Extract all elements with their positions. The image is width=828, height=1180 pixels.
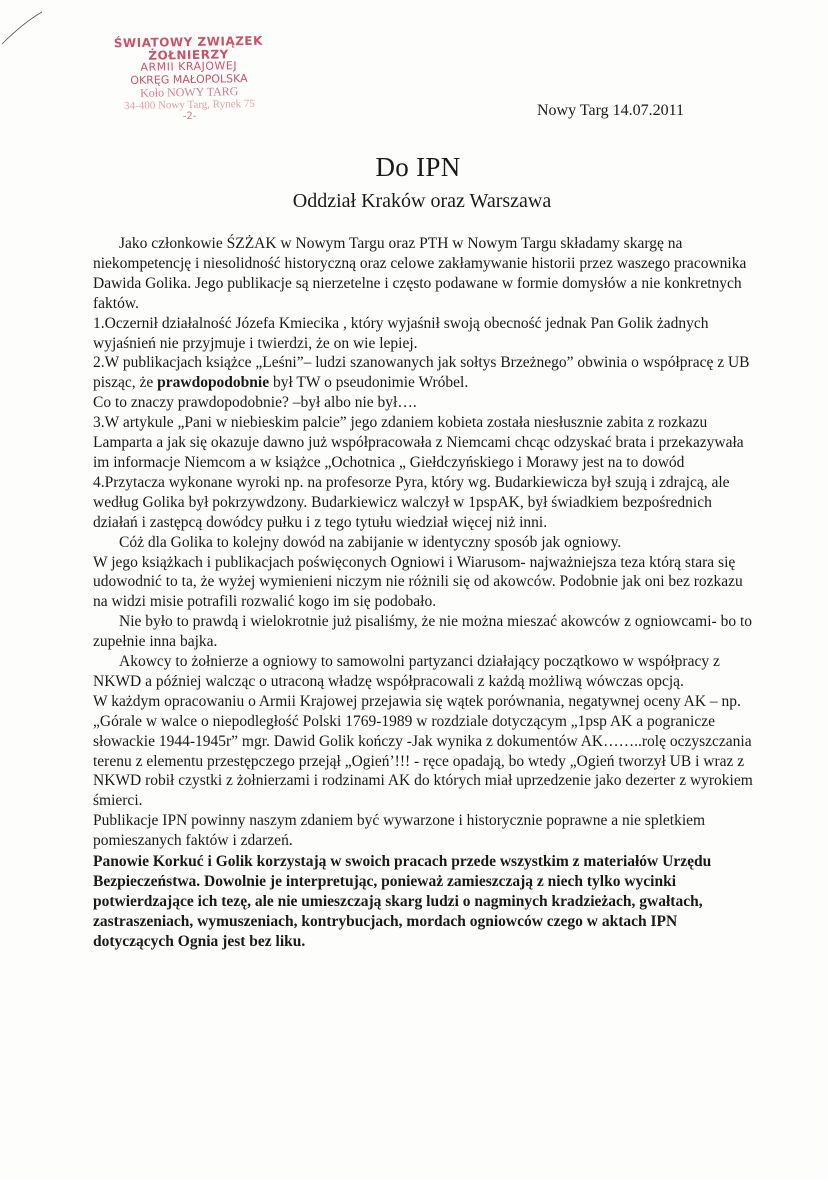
organization-stamp <box>83 34 294 125</box>
paragraph-point-4: 4.Przytacza wykonane wyroki np. na profesorze Pyra, który wg. Budarkiewicza był szują i zdrajcą, ale według Golika był pokrzywdzony. Budarkiewicz walczył w 1pspAK, był świadkiem bezpośrednich działań i zastępcą dowódcy pułku i z tego tytułu wiedział więcej niż inni. <box>93 473 730 531</box>
stamp-line-1: ŚWIATOWY ZWIĄZEK ŻOŁNIERZY <box>113 33 263 63</box>
letter-body <box>93 234 753 952</box>
paragraph-analysis: W każdym opracowaniu o Armii Krajowej przejawia się wątek porównania, negatywnej oceny AK – np. „Górale w walce o niepodległość Polski 1769-1989 w rozdziale dotyczącym „1psp AK a pogranicze słowackie 1944-1945r” mgr. Dawid Golik kończy -Jak wynika z dokumentów AK……..rolę oczyszczania terenu z elementu przestępczego przejął „Ogień’!!! - ręce opadają, bo wtedy „Ogień tworzył UB i wraz z NKWD robił czystki z żołnierzami i rodzinami AK do których miał uprzedzenie jako dezerter z wyrokiem śmierci. <box>93 692 753 810</box>
paragraph-not-true: Nie było to prawdą i wielokrotnie już pisaliśmy, że nie można mieszać akowców z ogniowcami- bo to zupełnie inna bajka. <box>93 613 753 651</box>
letter-subtitle: Oddział Kraków oraz Warszawa <box>292 190 552 212</box>
paragraph-thesis: W jego książkach i publikacjach poświęconych Ogniowi i Wiarusom- najważniejsza teza którą stara się udowodnić to ta, że wyżej wymienieni niczym nie różnili się od akowców. Podobnie jak oni bez rozkazu na widzi misie potrafili rozwalić kogo im się podobało. <box>93 553 743 611</box>
point-2-text-c: był TW o pseudonimie Wróbel. <box>269 374 469 392</box>
paragraph-point-3: 3.W artykule „Pani w niebieskim palcie” jego zdaniem kobieta została niesłusznie zabita z rozkazu Lamparta a jak się okazuje dawno już współpracowała z Niemcami chcąc odzyskać brata i przekazywała im informacje Niemcom a w książce „Ochotnica „ Giełdczyńskiego i Morawy jest na to dowód <box>93 414 744 471</box>
paragraph-publications: Publikacje IPN powinny naszym zdaniem być wywarzone i historycznie poprawne a nie spletkiem pomieszanych faktów i zdarzeń. <box>93 812 706 850</box>
paragraph-point-2 <box>93 353 753 393</box>
point-2-text-a: 2.W publikacjach książce „Leśni”– ludzi szanowanych jak sołtys Brzeżnego” obwinia o współpracę z UB pisząc, że <box>93 354 750 392</box>
paragraph-question: Co to znaczy prawdopodobnie? –był albo nie był…. <box>93 394 417 412</box>
stamp-line-6: -2- <box>182 110 197 123</box>
paragraph-final-bold: Panowie Korkuć i Golik korzystają w swoich pracach przede wszystkim z materiałów Urzędu Bezpieczeństwa. Dowolnie je interpretując, ponieważ zamieszczają z niech tylko wycinki potwierdzające ich tezę, ale nie umieszczają skarg ludzi o nagminych kradzieżach, gwałtach, zastraszeniach, wymuszeniach, kontrybucjach, mordach ogniowców czego w aktach IPN dotyczących Ognia jest bez liku. <box>93 853 712 950</box>
paragraph-akowcy: Akowcy to żołnierze a ogniowy to samowolni partyzanci działający początkowo w współpracy z NKWD a później walcząc o utraconą władzę współpracowali z każdą możliwą wówczas opcją. <box>93 653 720 690</box>
point-2-emphasis: prawdopodobnie <box>157 374 270 392</box>
letter-title: Do IPN <box>375 152 461 182</box>
paragraph-conclusion-1: Cóż dla Golika to kolejny dowód na zabijanie w identyczny sposób jak ogniowy. <box>119 533 622 551</box>
stamp-line-3: OKRĘG MAŁOPOLSKA <box>130 71 248 87</box>
stamp-line-4: Koło NOWY TARG <box>139 84 239 100</box>
stamp-line-2: ARMII KRAJOWEJ <box>140 59 238 74</box>
paragraph-intro: Jako członkowie ŚZŻAK w Nowym Targu oraz PTH w Nowym Targu składamy skargę na niekompetencję i niesolidność historyczną oraz celowe zakłamywanie historii przez waszego pracownika Dawida Golika. Jego publikacje są nierzetelne i często podawane w formie domysłów a nie konkretnych faktów. <box>93 235 747 312</box>
pen-mark <box>0 0 60 50</box>
stamp-line-5: 34-400 Nowy Targ, Rynek 75 <box>123 97 255 112</box>
paragraph-point-1: 1.Oczernił działalność Józefa Kmiecika , który wyjaśnił swoją obecność jednak Pan Golik żadnych wyjaśnień nie przyjmuje i twierdzi, że on wie lepiej. <box>93 314 709 352</box>
place-and-date: Nowy Targ 14.07.2011 <box>537 102 685 119</box>
